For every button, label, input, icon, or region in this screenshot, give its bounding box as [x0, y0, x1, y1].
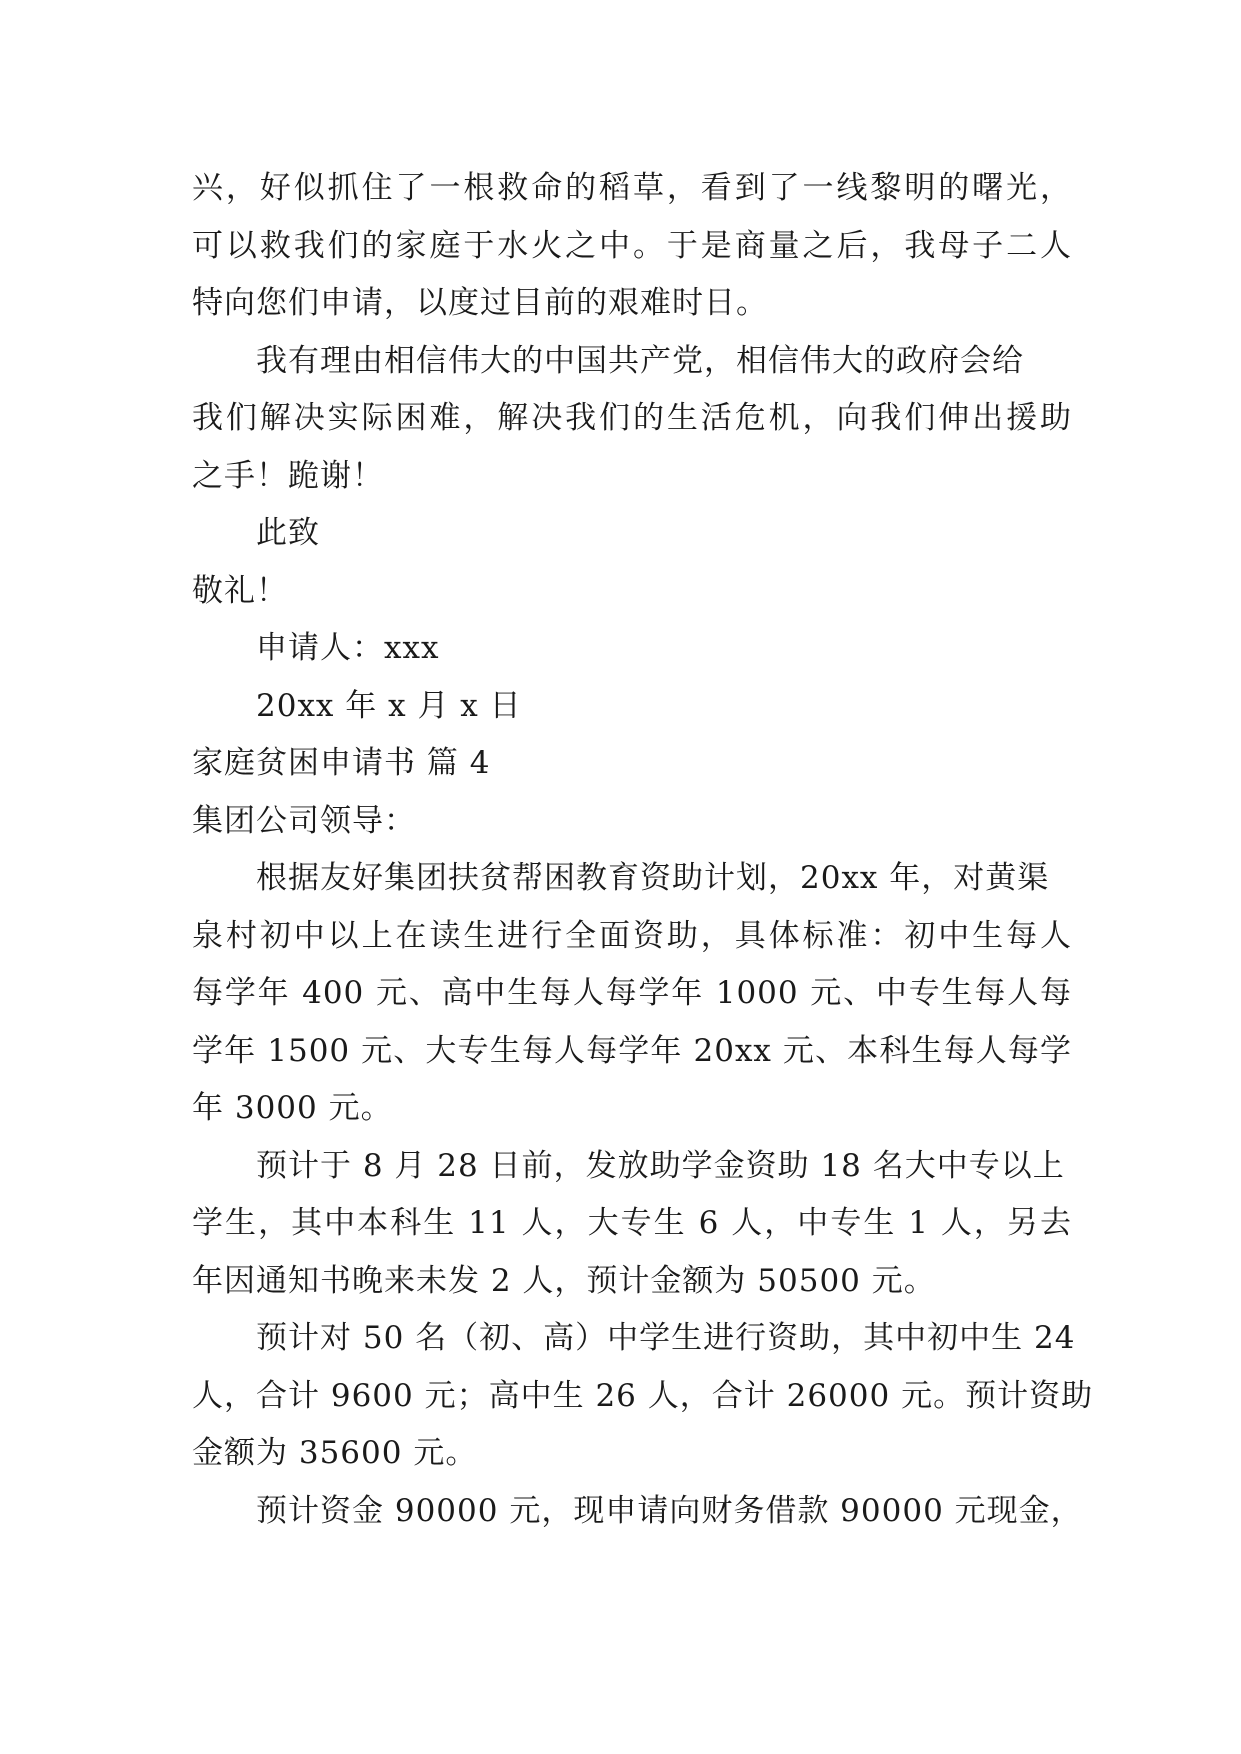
- text-line: 预计于 8 月 28 日前，发放助学金资助 18 名大中专以上: [256, 1147, 1065, 1184]
- paragraph-loan-request: [192, 1483, 1083, 1541]
- text-line: 根据友好集团扶贫帮困教育资助计划，20xx 年，对黄渠: [256, 860, 1050, 896]
- text-line: 人，合计 9600 元；高中生 26 人，合计 26000 元。预计资助: [192, 1377, 1094, 1414]
- text-line: 特向您们申请，以度过目前的艰难时日。: [192, 285, 768, 321]
- text-line: 我们解决实际困难，解决我们的生活危机，向我们伸出援助: [192, 400, 1072, 436]
- paragraph-funding-plan: [192, 850, 1072, 1138]
- text-line: 之手！跪谢！: [192, 457, 384, 494]
- text-line: 年 3000 元。: [192, 1090, 393, 1126]
- text-line: 学生，其中本科生 11 人，大专生 6 人，中专生 1 人，另去: [192, 1205, 1072, 1241]
- paragraph-trust-government: [192, 333, 1072, 506]
- document-body: [192, 160, 1094, 1540]
- text-line: 兴，好似抓住了一根救命的稻草，看到了一线黎明的曙光，: [192, 170, 1072, 206]
- text-line: 金额为 35600 元。: [192, 1435, 478, 1471]
- applicant-signature: 申请人：xxx: [256, 630, 440, 666]
- salutation-cizhi: 此致: [256, 515, 320, 551]
- paragraph-middle-school-grants: [192, 1310, 1094, 1483]
- section-title: 家庭贫困申请书 篇 4: [192, 745, 491, 781]
- text-line: 年因通知书晚来未发 2 人，预计金额为 50500 元。: [192, 1262, 936, 1299]
- text-line: 每学年 400 元、高中生每人每学年 1000 元、中专生每人每: [192, 975, 1072, 1011]
- date-line: 20xx 年 x 月 x 日: [256, 687, 522, 724]
- salutation-jingli: 敬礼！: [192, 572, 288, 609]
- addressee: 集团公司领导：: [192, 802, 416, 839]
- text-line: 我有理由相信伟大的中国共产党，相信伟大的政府会给: [256, 342, 1024, 379]
- text-line: 预计资金 90000 元，现申请向财务借款 90000 元现金，: [256, 1492, 1083, 1529]
- text-line: 泉村初中以上在读生进行全面资助，具体标准：初中生每人: [192, 917, 1072, 954]
- paragraph-college-grants: [192, 1138, 1072, 1311]
- text-line: 学年 1500 元、大专生每人每学年 20xx 元、本科生每人每学: [192, 1032, 1072, 1069]
- text-line: 可以救我们的家庭于水火之中。于是商量之后，我母子二人: [192, 227, 1072, 264]
- paragraph-family-hope: [192, 160, 1072, 333]
- closing-block: [192, 505, 1072, 735]
- text-line: 预计对 50 名（初、高）中学生进行资助，其中初中生 24: [256, 1320, 1076, 1356]
